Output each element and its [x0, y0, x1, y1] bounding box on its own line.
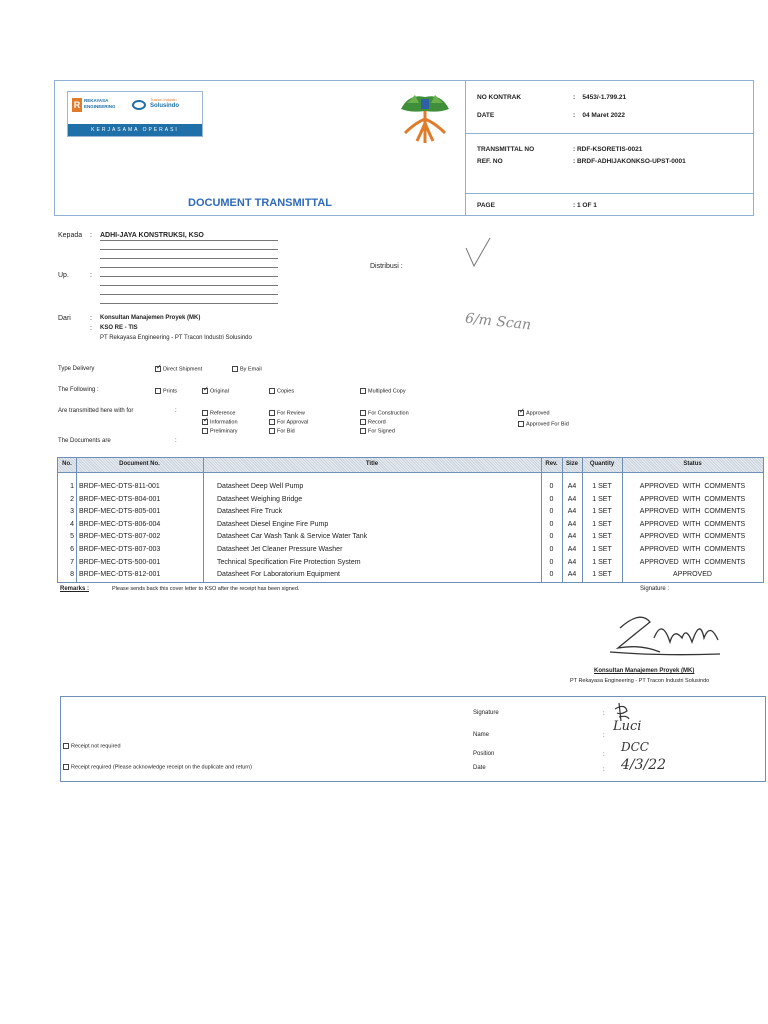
- table-row: [58, 559, 763, 571]
- checkbox-for-construction[interactable]: For Construction: [360, 410, 409, 416]
- table-row: [58, 483, 763, 495]
- checkbox-reference[interactable]: Reference: [202, 410, 235, 416]
- checkbox-information[interactable]: ✓Information: [202, 419, 238, 425]
- row-quantity: 1 SET: [592, 558, 612, 566]
- checkbox-by-email[interactable]: By Email: [232, 366, 262, 372]
- row-title: Datasheet For Laboratorium Equipment: [217, 571, 340, 579]
- table-row: [58, 546, 763, 558]
- row-size: A4: [567, 520, 577, 528]
- row-no: 3: [70, 508, 74, 516]
- checkbox-for-review[interactable]: For Review: [269, 410, 305, 416]
- row-title: Datasheet Deep Well Pump: [217, 483, 304, 490]
- kepada-value: ADHI-JAYA KONSTRUKSI, KSO: [100, 232, 204, 239]
- logo-partner: Solusindo: [150, 103, 179, 109]
- th-no: No.: [62, 461, 72, 467]
- row-no: 1: [70, 483, 74, 490]
- th-title: Title: [365, 461, 379, 467]
- row-quantity: 1 SET: [592, 508, 612, 516]
- row-title: Datasheet Weighing Bridge: [217, 495, 303, 503]
- field-label: NO KONTRAK: [477, 94, 522, 101]
- row-no: 8: [70, 571, 74, 579]
- checkbox-record[interactable]: Record: [360, 419, 386, 425]
- row-quantity: 1 SET: [592, 571, 612, 579]
- row-document-no: BRDF-MEC-DTS-805-001: [79, 508, 161, 516]
- field-label: TRANSMITTAL NO: [477, 146, 535, 153]
- row-document-no: BRDF-MEC-DTS-500-001: [79, 558, 161, 566]
- page-number: 1 OF 1: [576, 202, 597, 209]
- checkbox-for-approval[interactable]: For Approval: [269, 419, 308, 425]
- table-row: [58, 571, 763, 583]
- field-label: REF. NO: [477, 158, 503, 165]
- logo-company-line1: REKAYASA: [84, 98, 109, 103]
- remarks-label: Remarks :: [60, 586, 90, 592]
- table-row: [58, 496, 763, 508]
- row-rev: 0: [549, 558, 554, 566]
- row-size: A4: [567, 533, 577, 541]
- checkbox-original[interactable]: ✓ Original: [202, 388, 229, 394]
- documents-label: The Documents are: [58, 438, 111, 444]
- checkbox-prints[interactable]: Prints: [155, 388, 177, 394]
- th-size: Size: [565, 461, 578, 467]
- row-title: Datasheet Fire Truck: [217, 508, 282, 516]
- row-rev: 0: [549, 571, 554, 579]
- dari-line2: KSO RE - TIS: [100, 325, 138, 331]
- table-row: [58, 508, 763, 520]
- row-status: APPROVED WITH COMMENTS: [639, 508, 746, 516]
- th-document-no: Document No.: [119, 461, 160, 467]
- row-size: A4: [567, 558, 577, 566]
- row-size: A4: [567, 495, 577, 503]
- receipt-box: Receipt not required Receipt required (Please acknowledge receipt on the duplicate and return) Signature Name Position Date : : : : Luci DCC 4/3/22: [60, 696, 766, 782]
- row-quantity: 1 SET: [592, 483, 612, 490]
- distribusi-label: Distribusi :: [370, 263, 403, 270]
- transmittal-number: RDF-KSORETIS-0021: [576, 146, 643, 153]
- header-right: NO KONTRAK : 5453/-1.799.21 DATE : 04 Maret 2022 TRANSMITTAL NO : RDF-KSORETIS-0021 REF. NO : BRDF-ADHIJAKONKSO-UPST-0001 PAGE : 1 OF 1: [465, 81, 753, 215]
- row-quantity: 1 SET: [592, 520, 612, 528]
- th-rev: Rev.: [545, 461, 558, 467]
- receipt-position-label: Position: [473, 751, 495, 757]
- kepada-label: Kepada: [58, 232, 83, 239]
- row-document-no: BRDF-MEC-DTS-811-001: [79, 483, 160, 490]
- row-status: APPROVED WITH COMMENTS: [639, 520, 746, 528]
- dari-line3: PT Rekayasa Engineering - PT Tracon Industri Solusindo: [100, 335, 252, 341]
- row-status: APPROVED: [673, 571, 712, 579]
- header-box: [54, 80, 754, 216]
- table-row: [58, 533, 763, 545]
- row-status: APPROVED WITH COMMENTS: [639, 483, 746, 490]
- row-title: Datasheet Jet Cleaner Pressure Washer: [217, 546, 343, 553]
- ref-number: BRDF-ADHIJAKONKSO-UPST-0001: [576, 158, 686, 165]
- signer-title: Konsultan Manajemen Proyek (MK): [594, 668, 695, 674]
- up-label: Up.: [58, 272, 69, 279]
- city-tree-emblem-icon: [395, 89, 455, 145]
- row-quantity: 1 SET: [592, 546, 612, 553]
- row-no: 7: [70, 558, 74, 566]
- checkbox-approved-for-bid[interactable]: Approved For Bid: [518, 421, 569, 427]
- row-rev: 0: [549, 508, 554, 516]
- documents-table: [57, 457, 764, 583]
- receipt-name-label: Name: [473, 732, 490, 738]
- dari-line1: Konsultan Manajemen Proyek (MK): [100, 315, 201, 321]
- rekayasa-r-icon: R: [73, 100, 81, 110]
- row-size: A4: [567, 546, 577, 553]
- type-delivery-label: Type Delivery: [58, 366, 95, 372]
- checkbox-for-signed[interactable]: For Signed: [360, 428, 395, 434]
- dari-label: Dari: [58, 315, 71, 322]
- receipt-date-value: 4/3/22: [621, 757, 667, 773]
- row-no: 6: [70, 546, 74, 553]
- mk-signature-icon: [600, 608, 740, 664]
- receipt-name-value: Luci: [613, 719, 642, 734]
- table-row: [58, 521, 763, 533]
- row-size: A4: [567, 571, 577, 579]
- row-title: Datasheet Car Wash Tank & Service Water Tank: [217, 533, 368, 541]
- solusindo-swirl-icon: [132, 100, 146, 110]
- row-status: APPROVED WITH COMMENTS: [639, 533, 746, 541]
- checkbox-receipt-not-required[interactable]: Receipt not required: [63, 743, 121, 749]
- th-quantity: Quantity: [589, 461, 615, 467]
- row-no: 4: [70, 520, 74, 528]
- row-size: A4: [567, 483, 577, 490]
- following-label: The Following :: [58, 387, 99, 393]
- signature-label: Signature :: [640, 586, 670, 592]
- signer-company: PT Rekayasa Engineering - PT Tracon Industri Solusindo: [570, 678, 710, 684]
- th-status: Status: [683, 461, 702, 467]
- date-value: 04 Maret 2022: [582, 112, 626, 119]
- row-status: APPROVED WITH COMMENTS: [639, 546, 746, 553]
- row-title: Technical Specification Fire Protection System: [217, 558, 361, 566]
- row-quantity: 1 SET: [592, 533, 612, 541]
- row-document-no: BRDF-MEC-DTS-806-004: [79, 520, 161, 528]
- row-title: Datasheet Diesel Engine Fire Pump: [217, 520, 329, 528]
- row-rev: 0: [549, 495, 554, 503]
- row-status: APPROVED WITH COMMENTS: [639, 558, 746, 566]
- row-size: A4: [567, 508, 577, 516]
- logo-company-line2: ENGINEERING: [84, 104, 116, 109]
- checkbox-preliminary[interactable]: Preliminary: [202, 428, 238, 434]
- checkbox-approved[interactable]: ✓Approved: [518, 410, 550, 416]
- row-no: 5: [70, 533, 74, 541]
- receipt-signature-label: Signature: [473, 710, 499, 716]
- remarks-text: Please sends back this cover letter to KSO after the receipt has been signed.: [112, 586, 300, 592]
- row-rev: 0: [549, 520, 554, 528]
- checkmark-handwritten-icon: [464, 236, 494, 270]
- row-quantity: 1 SET: [592, 495, 612, 503]
- handwritten-note: 6/m Scan: [464, 310, 532, 334]
- checkbox-direct-shipment[interactable]: ✓ Direct Shipment: [155, 366, 202, 372]
- checkbox-multiplied-copy[interactable]: Multiplied Copy: [360, 388, 406, 394]
- receipt-date-label: Date: [473, 765, 486, 771]
- row-document-no: BRDF-MEC-DTS-807-002: [79, 533, 161, 541]
- contract-number: 5453/-1.799.21: [582, 94, 627, 101]
- kso-logo: [67, 91, 203, 137]
- row-document-no: BRDF-MEC-DTS-804-001: [79, 495, 161, 503]
- field-label: PAGE: [477, 202, 495, 209]
- receipt-position-value: DCC: [621, 740, 649, 754]
- page-title: DOCUMENT TRANSMITTAL: [188, 197, 332, 209]
- purpose-label: Are transmitted here with for: [58, 408, 134, 414]
- header-left: [55, 81, 466, 215]
- checkbox-receipt-required[interactable]: Receipt required (Please acknowledge receipt on the duplicate and return): [63, 764, 252, 770]
- field-label: DATE: [477, 112, 495, 119]
- logo-partner-tag: Tracon Industri: [150, 97, 177, 102]
- row-rev: 0: [549, 533, 554, 541]
- row-document-no: BRDF-MEC-DTS-807-003: [79, 546, 161, 553]
- logo-band: KERJASAMA OPERASI: [68, 124, 202, 136]
- row-rev: 0: [549, 483, 554, 490]
- row-no: 2: [70, 495, 74, 503]
- checkbox-for-bid[interactable]: For Bid: [269, 428, 295, 434]
- row-rev: 0: [549, 546, 554, 553]
- checkbox-copies[interactable]: Copies: [269, 388, 294, 394]
- row-status: APPROVED WITH COMMENTS: [639, 495, 746, 503]
- row-document-no: BRDF-MEC-DTS-812-001: [79, 571, 161, 579]
